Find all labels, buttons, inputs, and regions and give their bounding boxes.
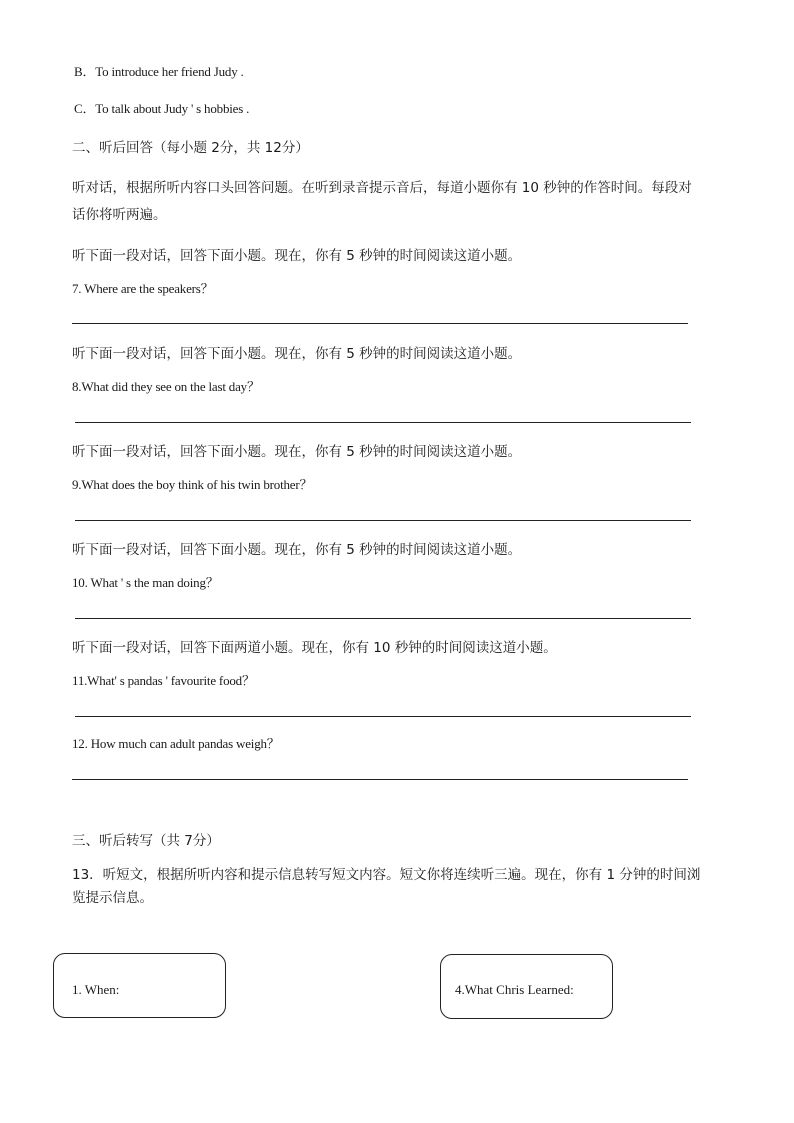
question-9: 9.What does the boy think of his twin brother？ [72,477,313,492]
section-2-instructions: 听对话，根据所听内容口头回答问题。在听到录音提示音后，每道小题你有 10 秒钟的作答时间。每段对 [72,180,692,196]
answer-line-12[interactable] [72,779,688,780]
question-11: 11.What' s pandas ' favourite food？ [72,673,255,688]
listening-prompt: 听下面一段对话，回答下面小题。现在，你有 5 秒钟的时间阅读这道小题。 [72,444,522,460]
section-3-heading: 三、听后转写（共 7分） [72,833,220,849]
listening-prompt: 听下面一段对话，回答下面两道小题。现在，你有 10 秒钟的时间阅读这道小题。 [72,640,557,656]
what-chris-learned-label: 4.What Chris Learned: [455,982,574,997]
answer-line-11[interactable] [75,716,691,717]
question-7: 7. Where are the speakers？ [72,281,214,296]
listening-prompt: 听下面一段对话，回答下面小题。现在，你有 5 秒钟的时间阅读这道小题。 [72,248,522,264]
answer-line-10[interactable] [75,618,691,619]
section-3-instructions: 13．听短文，根据所听内容和提示信息转写短文内容。短文你将连续听三遍。现在，你有 1 分钟的时间浏 [72,867,701,883]
section-2-instructions-cont: 话你将听两遍。 [72,207,167,223]
question-12: 12. How much can adult pandas weigh？ [72,736,280,751]
answer-line-7[interactable] [72,323,688,324]
listening-prompt: 听下面一段对话，回答下面小题。现在，你有 5 秒钟的时间阅读这道小题。 [72,346,522,362]
answer-line-9[interactable] [75,520,691,521]
question-8: 8.What did they see on the last day？ [72,379,260,394]
option-b: B．To introduce her friend Judy . [74,64,244,79]
when-box-label: 1. When: [72,982,120,997]
section-2-heading: 二、听后回答（每小题 2分，共 12分） [72,140,309,156]
section-3-instructions-cont: 览提示信息。 [72,890,153,906]
option-c: C．To talk about Judy ' s hobbies . [74,101,250,116]
answer-line-8[interactable] [75,422,691,423]
question-10: 10. What ' s the man doing？ [72,575,219,590]
listening-prompt: 听下面一段对话，回答下面小题。现在，你有 5 秒钟的时间阅读这道小题。 [72,542,522,558]
